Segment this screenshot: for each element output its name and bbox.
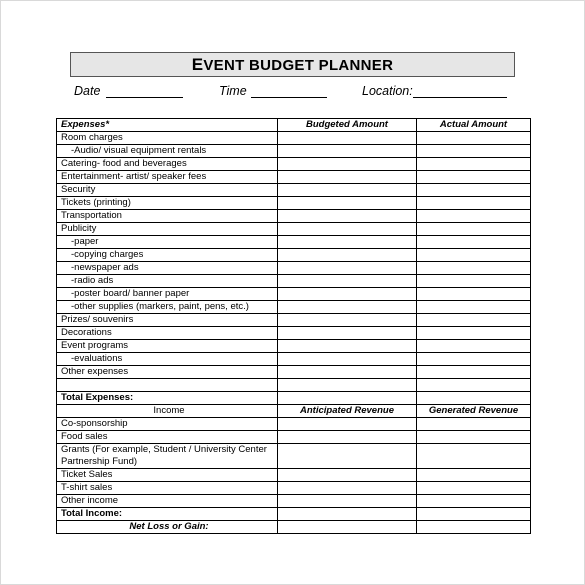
income-label: Ticket Sales (57, 469, 278, 482)
amount-cell[interactable] (417, 340, 531, 353)
income-header: Income (57, 405, 278, 418)
amount-cell[interactable] (417, 314, 531, 327)
expense-label: -Audio/ visual equipment rentals (57, 145, 278, 158)
amount-cell[interactable] (278, 158, 417, 171)
income-row (57, 495, 531, 508)
amount-cell[interactable] (417, 184, 531, 197)
amount-cell[interactable] (417, 171, 531, 184)
income-label: Food sales (57, 431, 278, 444)
income-row (57, 444, 531, 469)
expense-label: Publicity (57, 223, 278, 236)
amount-cell[interactable] (278, 288, 417, 301)
amount-cell[interactable] (417, 379, 531, 392)
income-row (57, 482, 531, 495)
amount-cell[interactable] (278, 275, 417, 288)
document-title (70, 52, 515, 77)
total-expenses-label: Total Expenses: (57, 392, 278, 405)
expense-row (57, 210, 531, 223)
amount-cell[interactable] (278, 223, 417, 236)
amount-cell[interactable] (417, 223, 531, 236)
expense-row (57, 145, 531, 158)
amount-cell[interactable] (417, 327, 531, 340)
amount-cell[interactable] (417, 210, 531, 223)
expense-label: Security (57, 184, 278, 197)
amount-cell[interactable] (417, 132, 531, 145)
amount-cell[interactable] (417, 236, 531, 249)
expense-row (57, 236, 531, 249)
expense-row (57, 275, 531, 288)
expense-label: Prizes/ souvenirs (57, 314, 278, 327)
title-first-letter: E (191, 55, 204, 74)
expense-label: -evaluations (57, 353, 278, 366)
income-label: Co-sponsorship (57, 418, 278, 431)
income-row (57, 431, 531, 444)
income-row (57, 418, 531, 431)
amount-cell[interactable] (278, 340, 417, 353)
amount-cell[interactable] (278, 171, 417, 184)
anticipated-revenue-header: Anticipated Revenue (278, 405, 417, 418)
expense-label: -copying charges (57, 249, 278, 262)
amount-cell[interactable] (417, 482, 531, 495)
amount-cell[interactable] (417, 431, 531, 444)
net-row (57, 521, 531, 534)
amount-cell[interactable] (417, 275, 531, 288)
expenses-header: Expenses* (57, 119, 278, 132)
amount-cell[interactable] (278, 210, 417, 223)
expense-row (57, 288, 531, 301)
amount-cell[interactable] (278, 145, 417, 158)
amount-cell[interactable] (278, 184, 417, 197)
amount-cell[interactable] (417, 301, 531, 314)
income-label: T-shirt sales (57, 482, 278, 495)
total-income-label: Total Income: (57, 508, 278, 521)
income-label: Grants (For example, Student / University Center Partnership Fund) (57, 444, 278, 469)
amount-cell[interactable] (417, 288, 531, 301)
expense-row (57, 132, 531, 145)
expense-row (57, 314, 531, 327)
expense-row (57, 262, 531, 275)
meta-row (0, 84, 585, 100)
amount-cell[interactable] (278, 132, 417, 145)
expense-label: -newspaper ads (57, 262, 278, 275)
amount-cell[interactable] (278, 366, 417, 379)
date-label: Date (74, 84, 101, 98)
expense-row (57, 223, 531, 236)
expense-label: -paper (57, 236, 278, 249)
expense-label: -radio ads (57, 275, 278, 288)
amount-cell[interactable] (278, 482, 417, 495)
actual-amount-header: Actual Amount (417, 119, 531, 132)
amount-cell[interactable] (278, 301, 417, 314)
expense-row (57, 366, 531, 379)
expense-label (57, 379, 278, 392)
amount-cell[interactable] (417, 249, 531, 262)
expense-row (57, 197, 531, 210)
expense-row (57, 353, 531, 366)
income-header-row (57, 405, 531, 418)
expense-label: Decorations (57, 327, 278, 340)
expense-row (57, 158, 531, 171)
expense-label: Event programs (57, 340, 278, 353)
amount-cell[interactable] (417, 508, 531, 521)
amount-cell[interactable] (278, 392, 417, 405)
expense-row (57, 249, 531, 262)
generated-revenue-header: Generated Revenue (417, 405, 531, 418)
amount-cell[interactable] (278, 314, 417, 327)
time-field-line[interactable] (251, 97, 327, 98)
amount-cell[interactable] (278, 236, 417, 249)
location-field-line[interactable] (413, 97, 507, 98)
expense-label: Other expenses (57, 366, 278, 379)
amount-cell[interactable] (417, 469, 531, 482)
expense-label: -other supplies (markers, paint, pens, etc.) (57, 301, 278, 314)
amount-cell[interactable] (278, 469, 417, 482)
expenses-header-row (57, 119, 531, 132)
amount-cell[interactable] (278, 353, 417, 366)
expense-label: Catering- food and beverages (57, 158, 278, 171)
amount-cell[interactable] (278, 495, 417, 508)
amount-cell[interactable] (417, 197, 531, 210)
expense-row (57, 184, 531, 197)
location-label: Location: (362, 84, 413, 98)
income-row (57, 469, 531, 482)
amount-cell[interactable] (278, 327, 417, 340)
expense-label: Room charges (57, 132, 278, 145)
amount-cell[interactable] (417, 495, 531, 508)
amount-cell[interactable] (417, 158, 531, 171)
expense-row (57, 171, 531, 184)
amount-cell[interactable] (417, 418, 531, 431)
total-expenses-row (57, 392, 531, 405)
amount-cell[interactable] (278, 444, 417, 469)
amount-cell[interactable] (278, 262, 417, 275)
amount-cell[interactable] (278, 418, 417, 431)
time-label: Time (219, 84, 247, 98)
amount-cell[interactable] (278, 379, 417, 392)
amount-cell[interactable] (278, 197, 417, 210)
expense-label: Entertainment- artist/ speaker fees (57, 171, 278, 184)
expense-label: Transportation (57, 210, 278, 223)
amount-cell[interactable] (417, 145, 531, 158)
amount-cell[interactable] (278, 249, 417, 262)
expense-row (57, 379, 531, 392)
title-rest: VENT BUDGET PLANNER (203, 57, 394, 74)
expense-label: Tickets (printing) (57, 197, 278, 210)
amount-cell[interactable] (278, 508, 417, 521)
net-loss-gain-label: Net Loss or Gain: (57, 521, 278, 534)
amount-cell[interactable] (417, 444, 531, 469)
expense-row (57, 340, 531, 353)
budgeted-amount-header: Budgeted Amount (278, 119, 417, 132)
income-label: Other income (57, 495, 278, 508)
expense-label: -poster board/ banner paper (57, 288, 278, 301)
total-income-row (57, 508, 531, 521)
amount-cell[interactable] (278, 521, 417, 534)
amount-cell[interactable] (417, 392, 531, 405)
expense-row (57, 327, 531, 340)
budget-table (56, 118, 531, 534)
amount-cell[interactable] (417, 521, 531, 534)
date-field-line[interactable] (106, 97, 183, 98)
amount-cell[interactable] (417, 366, 531, 379)
expense-row (57, 301, 531, 314)
amount-cell[interactable] (278, 431, 417, 444)
amount-cell[interactable] (417, 353, 531, 366)
amount-cell[interactable] (417, 262, 531, 275)
